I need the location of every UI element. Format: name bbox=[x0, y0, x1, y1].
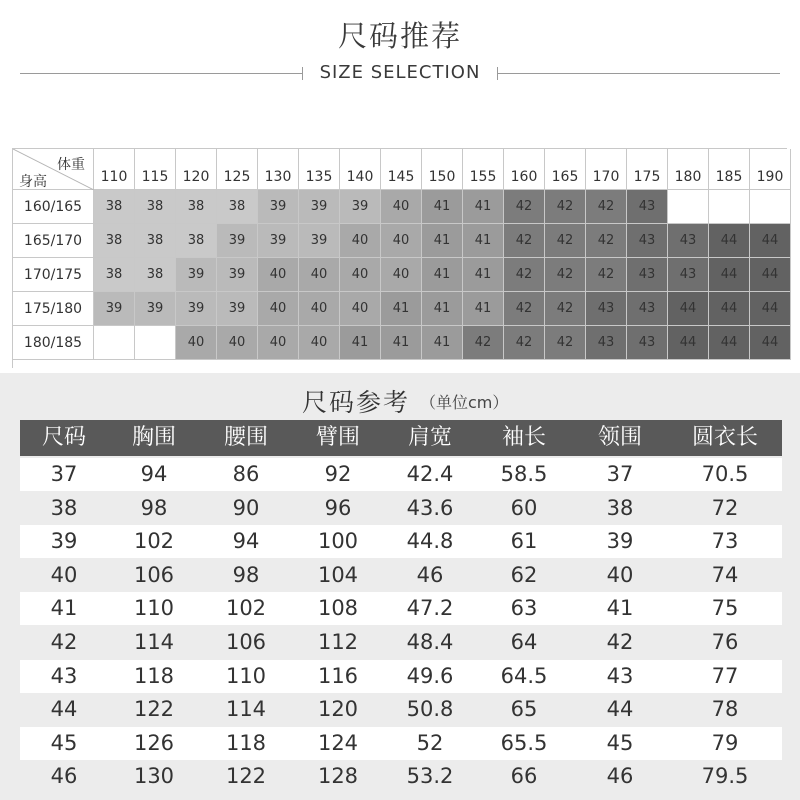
weight-header-cell: 125 bbox=[217, 149, 258, 190]
recommended-size-cell: 39 bbox=[217, 224, 258, 258]
reference-column-header: 袖长 bbox=[501, 425, 546, 450]
recommended-size-cell: 40 bbox=[340, 292, 381, 326]
recommended-size-cell: 41 bbox=[422, 258, 463, 292]
recommended-size-cell: 43 bbox=[627, 224, 668, 258]
reference-value-cell: 61 bbox=[510, 529, 538, 554]
reference-value-cell: 118 bbox=[133, 663, 175, 688]
weight-header-cell: 185 bbox=[709, 149, 750, 190]
reference-value-cell: 39 bbox=[606, 529, 634, 554]
recommended-size-cell: 43 bbox=[627, 258, 668, 292]
recommended-size-cell: 42 bbox=[545, 326, 586, 360]
table-row bbox=[20, 660, 782, 693]
weight-header-cell: 175 bbox=[627, 149, 668, 190]
height-axis-label: 身高 bbox=[19, 174, 47, 190]
weight-header-cell: 135 bbox=[299, 149, 340, 190]
reference-value-cell: 122 bbox=[225, 764, 267, 789]
reference-value-cell: 45 bbox=[606, 730, 634, 755]
reference-value-cell: 78 bbox=[711, 697, 739, 722]
weight-header-cell: 110 bbox=[94, 149, 135, 190]
recommended-size-cell bbox=[135, 326, 176, 360]
reference-value-cell: 74 bbox=[711, 562, 739, 587]
recommended-size-cell: 41 bbox=[381, 292, 422, 326]
recommended-size-cell: 43 bbox=[627, 326, 668, 360]
recommended-size-cell: 42 bbox=[463, 326, 504, 360]
recommended-size-cell: 42 bbox=[504, 292, 545, 326]
reference-value-cell: 106 bbox=[225, 630, 267, 654]
reference-value-cell: 114 bbox=[133, 630, 175, 654]
page-subtitle: SIZE SELECTION bbox=[319, 62, 481, 83]
reference-value-cell: 75 bbox=[711, 596, 739, 621]
reference-value-cell: 62 bbox=[510, 562, 538, 587]
reference-value-cell: 77 bbox=[711, 663, 739, 688]
recommended-size-cell: 41 bbox=[463, 292, 504, 326]
recommended-size-cell: 39 bbox=[299, 224, 340, 258]
recommended-size-cell: 44 bbox=[668, 292, 709, 326]
reference-value-cell: 90 bbox=[232, 495, 260, 520]
weight-header-cell: 155 bbox=[463, 149, 504, 190]
recommended-size-cell: 44 bbox=[709, 292, 750, 326]
reference-column-header: 肩宽 bbox=[407, 425, 452, 450]
reference-value-cell: 98 bbox=[140, 495, 168, 520]
reference-column-header: 腰围 bbox=[223, 425, 268, 450]
reference-value-cell: 37 bbox=[50, 462, 78, 486]
reference-value-cell: 112 bbox=[317, 630, 359, 654]
size-recommendation-table bbox=[12, 148, 787, 368]
reference-value-cell: 76 bbox=[711, 630, 739, 654]
reference-value-cell: 114 bbox=[225, 697, 267, 722]
recommended-size-cell: 41 bbox=[381, 326, 422, 360]
recommended-size-cell: 41 bbox=[422, 292, 463, 326]
reference-table-header bbox=[20, 420, 782, 456]
table-row bbox=[20, 727, 782, 760]
height-label-cell: 165/170 bbox=[13, 224, 94, 258]
recommended-size-cell: 42 bbox=[586, 190, 627, 224]
height-label-cell: 160/165 bbox=[13, 190, 94, 224]
recommended-size-cell: 39 bbox=[217, 258, 258, 292]
reference-column-header: 圆衣长 bbox=[691, 425, 758, 450]
reference-value-cell: 44 bbox=[50, 697, 78, 722]
reference-value-cell: 44 bbox=[606, 697, 634, 722]
recommended-size-cell: 39 bbox=[176, 292, 217, 326]
reference-value-cell: 122 bbox=[133, 697, 175, 722]
reference-value-cell: 64.5 bbox=[500, 663, 548, 688]
recommended-size-cell: 42 bbox=[504, 190, 545, 224]
recommended-size-cell: 40 bbox=[340, 224, 381, 258]
reference-value-cell: 120 bbox=[317, 697, 359, 722]
recommended-size-cell: 38 bbox=[94, 190, 135, 224]
reference-value-cell: 66 bbox=[510, 764, 538, 789]
reference-unit: （单位cm） bbox=[420, 393, 509, 412]
recommended-size-cell: 42 bbox=[586, 258, 627, 292]
recommended-size-cell: 40 bbox=[299, 258, 340, 292]
recommended-size-cell: 41 bbox=[422, 224, 463, 258]
table-row bbox=[20, 693, 782, 726]
reference-column-header: 领围 bbox=[597, 425, 642, 450]
reference-value-cell: 50.8 bbox=[406, 697, 454, 722]
weight-header-cell: 180 bbox=[668, 149, 709, 190]
recommended-size-cell: 44 bbox=[750, 326, 791, 360]
table-row bbox=[20, 760, 782, 793]
reference-column-header: 胸围 bbox=[131, 425, 176, 450]
recommended-size-cell: 43 bbox=[668, 224, 709, 258]
reference-value-cell: 98 bbox=[232, 562, 260, 587]
reference-value-cell: 49.6 bbox=[406, 663, 454, 688]
reference-column-header: 臂围 bbox=[315, 425, 360, 450]
reference-value-cell: 40 bbox=[50, 562, 78, 587]
reference-value-cell: 128 bbox=[317, 764, 359, 789]
recommended-size-cell: 41 bbox=[463, 224, 504, 258]
reference-value-cell: 118 bbox=[225, 730, 267, 755]
weight-header-cell: 150 bbox=[422, 149, 463, 190]
recommended-size-cell: 38 bbox=[217, 190, 258, 224]
reference-value-cell: 38 bbox=[50, 495, 78, 520]
recommended-size-cell: 44 bbox=[709, 224, 750, 258]
reference-value-cell: 110 bbox=[133, 596, 175, 621]
recommended-size-cell: 41 bbox=[422, 326, 463, 360]
recommended-size-cell: 43 bbox=[586, 292, 627, 326]
weight-header-cell: 170 bbox=[586, 149, 627, 190]
reference-value-cell: 43 bbox=[50, 663, 78, 688]
recommended-size-cell: 44 bbox=[709, 258, 750, 292]
weight-header-cell: 115 bbox=[135, 149, 176, 190]
reference-value-cell: 44.8 bbox=[406, 529, 454, 554]
reference-value-cell: 41 bbox=[50, 596, 78, 621]
reference-value-cell: 94 bbox=[232, 529, 260, 554]
reference-value-cell: 40 bbox=[606, 562, 634, 587]
recommended-size-cell bbox=[94, 326, 135, 360]
weight-header-cell: 165 bbox=[545, 149, 586, 190]
recommended-size-cell: 42 bbox=[545, 258, 586, 292]
weight-header-cell: 160 bbox=[504, 149, 545, 190]
recommended-size-cell: 38 bbox=[135, 258, 176, 292]
reference-value-cell: 100 bbox=[317, 529, 359, 554]
recommended-size-cell: 43 bbox=[668, 258, 709, 292]
reference-value-cell: 38 bbox=[606, 495, 634, 520]
table-row bbox=[20, 492, 782, 525]
recommended-size-cell: 41 bbox=[463, 190, 504, 224]
reference-value-cell: 46 bbox=[606, 764, 634, 789]
reference-value-cell: 102 bbox=[225, 596, 267, 621]
reference-value-cell: 58.5 bbox=[500, 462, 548, 486]
reference-value-cell: 42 bbox=[50, 630, 78, 654]
recommended-size-cell: 40 bbox=[258, 292, 299, 326]
recommended-size-cell: 42 bbox=[545, 190, 586, 224]
reference-value-cell: 102 bbox=[133, 529, 175, 554]
recommended-size-cell: 40 bbox=[299, 292, 340, 326]
recommended-size-cell bbox=[668, 190, 709, 224]
reference-value-cell: 42 bbox=[606, 630, 634, 654]
recommended-size-cell: 41 bbox=[422, 190, 463, 224]
recommended-size-cell: 42 bbox=[504, 258, 545, 292]
recommended-size-cell: 44 bbox=[709, 326, 750, 360]
recommended-size-cell: 38 bbox=[94, 224, 135, 258]
recommended-size-cell: 39 bbox=[340, 190, 381, 224]
reference-value-cell: 124 bbox=[317, 730, 359, 755]
reference-value-cell: 47.2 bbox=[406, 596, 454, 621]
recommended-size-cell: 40 bbox=[340, 258, 381, 292]
reference-value-cell: 41 bbox=[606, 596, 634, 621]
reference-value-cell: 43 bbox=[606, 663, 634, 688]
weight-header-cell: 145 bbox=[381, 149, 422, 190]
recommended-size-cell: 42 bbox=[504, 326, 545, 360]
page-title: 尺码推荐 bbox=[337, 19, 462, 53]
recommended-size-cell: 40 bbox=[381, 190, 422, 224]
reference-value-cell: 53.2 bbox=[406, 764, 454, 789]
recommended-size-cell: 44 bbox=[668, 326, 709, 360]
recommended-size-cell: 43 bbox=[586, 326, 627, 360]
reference-value-cell: 79.5 bbox=[701, 764, 749, 789]
recommended-size-cell: 40 bbox=[258, 326, 299, 360]
reference-value-cell: 65 bbox=[510, 697, 538, 722]
reference-title: 尺码参考 bbox=[302, 388, 411, 417]
recommended-size-cell: 44 bbox=[750, 258, 791, 292]
weight-header-cell: 130 bbox=[258, 149, 299, 190]
divider-right bbox=[497, 73, 780, 74]
recommended-size-cell: 38 bbox=[94, 258, 135, 292]
weight-header-cell: 140 bbox=[340, 149, 381, 190]
reference-value-cell: 60 bbox=[510, 495, 538, 520]
recommended-size-cell: 38 bbox=[135, 224, 176, 258]
reference-value-cell: 110 bbox=[225, 663, 267, 688]
weight-header-cell: 120 bbox=[176, 149, 217, 190]
reference-value-cell: 39 bbox=[50, 529, 78, 554]
table-row bbox=[20, 559, 782, 592]
recommended-size-cell: 41 bbox=[340, 326, 381, 360]
recommended-size-cell: 39 bbox=[258, 224, 299, 258]
recommended-size-cell: 38 bbox=[176, 190, 217, 224]
reference-value-cell: 46 bbox=[50, 764, 78, 789]
recommended-size-cell: 44 bbox=[750, 224, 791, 258]
recommended-size-cell: 40 bbox=[381, 224, 422, 258]
recommended-size-cell: 42 bbox=[545, 292, 586, 326]
reference-value-cell: 42.4 bbox=[406, 462, 454, 486]
recommended-size-cell: 40 bbox=[217, 326, 258, 360]
reference-value-cell: 106 bbox=[133, 562, 175, 587]
recommended-size-cell: 40 bbox=[299, 326, 340, 360]
reference-value-cell: 72 bbox=[711, 495, 739, 520]
recommended-size-cell: 41 bbox=[463, 258, 504, 292]
reference-value-cell: 70.5 bbox=[701, 462, 749, 486]
recommended-size-cell: 39 bbox=[135, 292, 176, 326]
table-row bbox=[20, 592, 782, 625]
reference-value-cell: 108 bbox=[317, 596, 359, 621]
recommended-size-cell: 40 bbox=[381, 258, 422, 292]
recommended-size-cell: 43 bbox=[627, 190, 668, 224]
recommended-size-cell bbox=[709, 190, 750, 224]
recommended-size-cell: 43 bbox=[627, 292, 668, 326]
reference-value-cell: 73 bbox=[711, 529, 739, 554]
recommended-size-cell: 42 bbox=[545, 224, 586, 258]
corner-header-cell bbox=[13, 149, 94, 190]
reference-value-cell: 92 bbox=[324, 462, 352, 486]
recommended-size-cell: 40 bbox=[258, 258, 299, 292]
recommended-size-cell: 38 bbox=[135, 190, 176, 224]
table-row bbox=[20, 458, 782, 491]
reference-value-cell: 64 bbox=[510, 630, 538, 654]
height-label-cell: 180/185 bbox=[13, 326, 94, 360]
weight-axis-label: 体重 bbox=[57, 157, 85, 173]
reference-value-cell: 104 bbox=[317, 562, 359, 587]
recommended-size-cell: 39 bbox=[217, 292, 258, 326]
table-row bbox=[20, 525, 782, 558]
reference-value-cell: 65.5 bbox=[500, 730, 548, 755]
recommended-size-cell: 39 bbox=[94, 292, 135, 326]
recommended-size-cell: 39 bbox=[176, 258, 217, 292]
reference-value-cell: 37 bbox=[606, 462, 634, 486]
reference-value-cell: 96 bbox=[324, 495, 352, 520]
reference-value-cell: 94 bbox=[140, 462, 168, 486]
recommended-size-cell: 39 bbox=[258, 190, 299, 224]
reference-value-cell: 45 bbox=[50, 730, 78, 755]
reference-value-cell: 130 bbox=[133, 764, 175, 789]
recommended-size-cell: 40 bbox=[176, 326, 217, 360]
reference-value-cell: 116 bbox=[317, 663, 359, 688]
recommended-size-cell: 38 bbox=[176, 224, 217, 258]
weight-header-cell: 190 bbox=[750, 149, 791, 190]
reference-value-cell: 86 bbox=[232, 462, 260, 486]
reference-column-header: 尺码 bbox=[41, 425, 86, 450]
height-label-cell: 175/180 bbox=[13, 292, 94, 326]
recommended-size-cell: 42 bbox=[586, 224, 627, 258]
reference-value-cell: 46 bbox=[416, 562, 444, 587]
reference-value-cell: 63 bbox=[510, 596, 538, 621]
recommended-size-cell: 39 bbox=[299, 190, 340, 224]
recommended-size-cell: 44 bbox=[750, 292, 791, 326]
table-row bbox=[20, 626, 782, 659]
reference-value-cell: 48.4 bbox=[406, 630, 454, 654]
reference-value-cell: 126 bbox=[133, 730, 175, 755]
reference-value-cell: 79 bbox=[711, 730, 739, 755]
recommended-size-cell: 42 bbox=[504, 224, 545, 258]
reference-value-cell: 52 bbox=[416, 730, 444, 755]
height-label-cell: 170/175 bbox=[13, 258, 94, 292]
reference-value-cell: 43.6 bbox=[406, 495, 454, 520]
recommended-size-cell bbox=[750, 190, 791, 224]
